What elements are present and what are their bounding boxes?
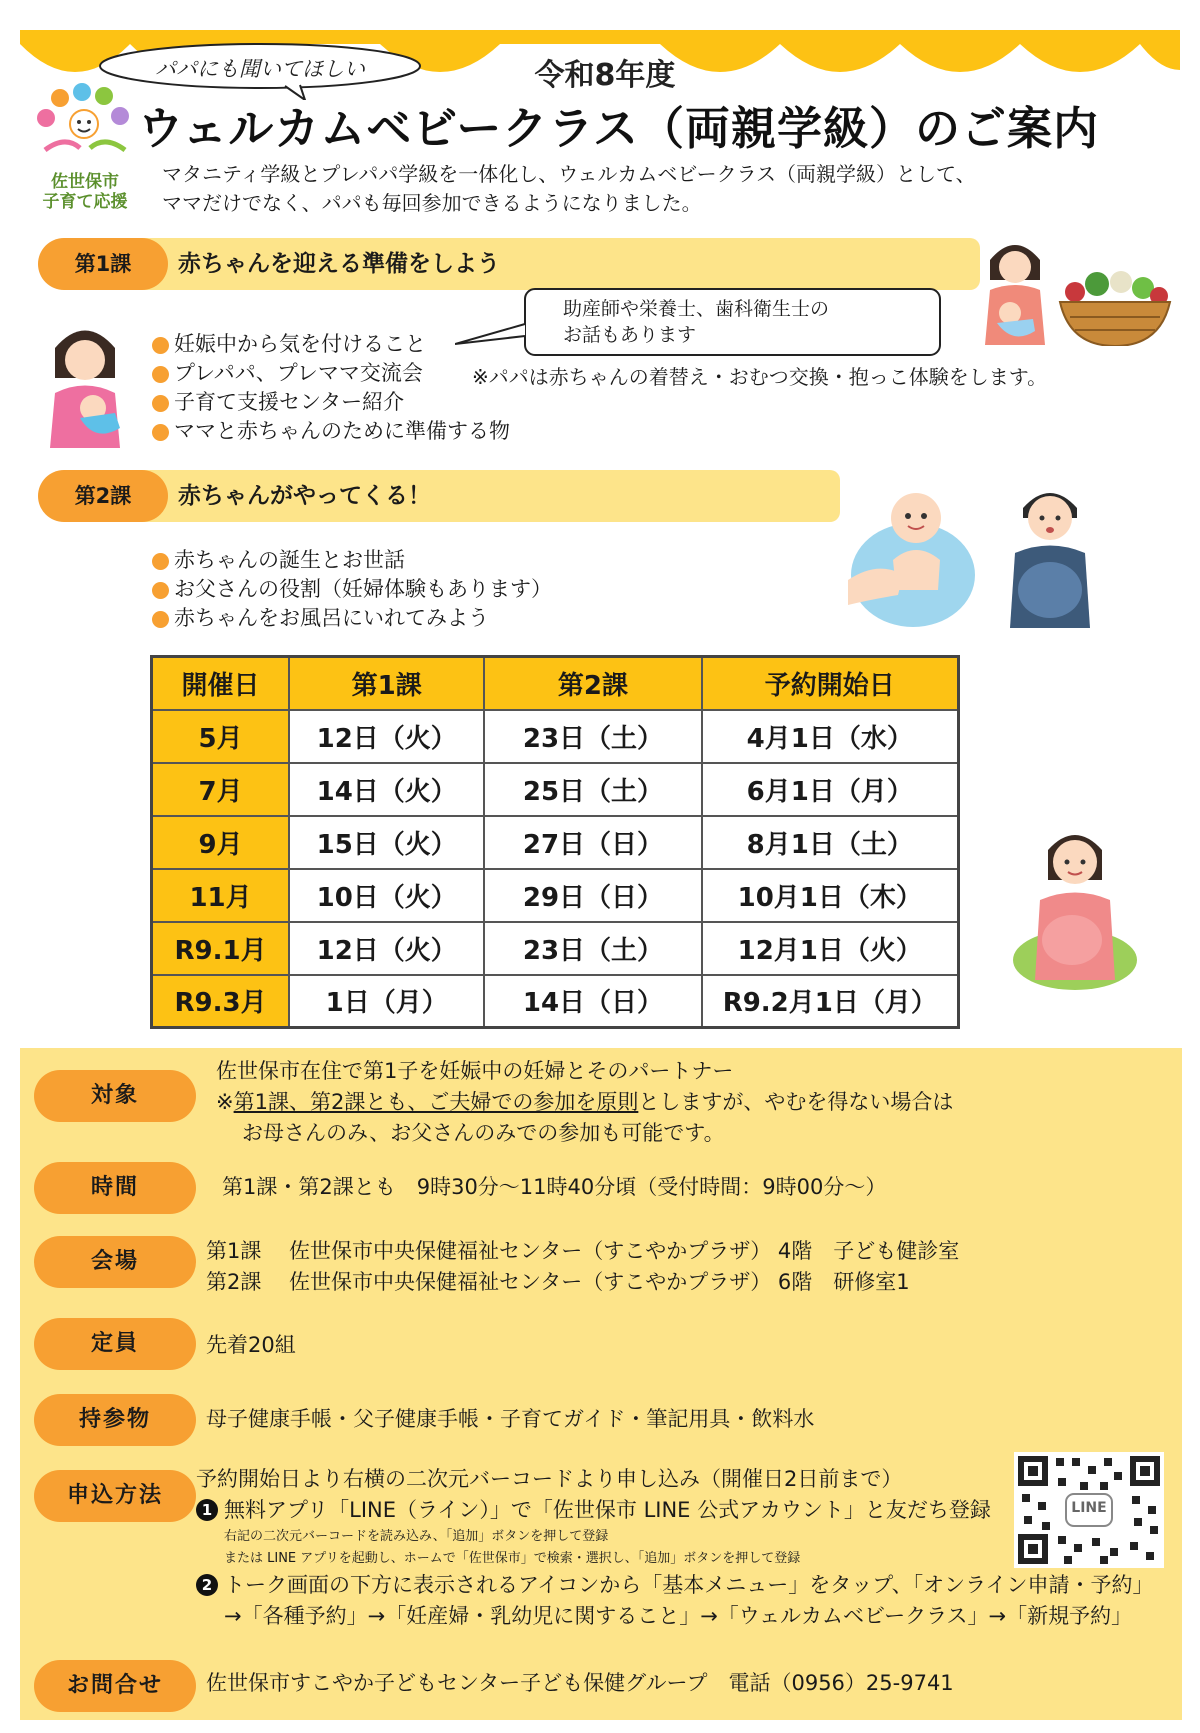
target-line-1: 佐世保市在住で第1子を妊娠中の妊婦とそのパートナー [216, 1059, 734, 1083]
speech-bubble-text: パパにも聞いてほしい [155, 57, 365, 81]
table-header-row [152, 657, 959, 710]
step-2-text: トーク画面の下方に表示されるアイコンから「基本メニュー」をタップ、「オンライン申請・予約」 [224, 1573, 1154, 1597]
column-header: 予約開始日 [702, 657, 959, 710]
table-row [152, 816, 959, 869]
lesson2-label: 第2課 [38, 470, 168, 522]
table-row [152, 710, 959, 763]
lesson1-date-cell: 12日（火） [289, 922, 484, 975]
table-row [152, 869, 959, 922]
intro-line-1: マタニティ学級とプレパパ学級を一体化し、ウェルカムベビークラス（両親学級）として、 [162, 162, 976, 186]
logo-line-2: 子育て応援 [42, 192, 128, 212]
vegetable-basket-illustration [1055, 262, 1175, 346]
lesson2-date-cell: 23日（土） [484, 710, 701, 763]
city-childcare-logo [30, 80, 140, 220]
column-header: 開催日 [152, 657, 290, 710]
fiscal-year: 令和8年度 [534, 58, 676, 93]
lesson2-date-cell: 14日（日） [484, 975, 701, 1028]
reservation-start-cell: 6月1日（月） [702, 763, 959, 816]
column-header: 第2課 [484, 657, 701, 710]
time-label: 時間 [34, 1162, 196, 1214]
lesson1-date-cell: 14日（火） [289, 763, 484, 816]
callout-text [563, 296, 933, 348]
intro-line-2: ママだけでなく、パパも毎回参加できるようになりました。 [162, 191, 702, 215]
month-cell: 7月 [152, 763, 290, 816]
month-cell: 5月 [152, 710, 290, 763]
time-text: 第1課・第2課とも 9時30分～11時40分頃（受付時間：9時00分～） [222, 1175, 887, 1199]
target-text [216, 1056, 953, 1149]
contact-text: 佐世保市すこやか子どもセンター子ども保健グループ 電話（0956）25-9741 [206, 1671, 954, 1695]
month-cell: R9.1月 [152, 922, 290, 975]
list-item: プレパパ、プレママ交流会 [152, 359, 510, 388]
list-item: 赤ちゃんをお風呂にいれてみよう [152, 604, 552, 633]
reservation-start-cell: 4月1日（水） [702, 710, 959, 763]
reservation-start-cell: 10月1日（木） [702, 869, 959, 922]
table-row [152, 975, 959, 1028]
page-title: ウェルカムベビークラス（両親学級）のご案内 [138, 102, 1100, 155]
list-item: お父さんの役割（妊婦体験もあります） [152, 575, 552, 604]
qr-line-label: LINE [1071, 1500, 1107, 1516]
apply-sub-1: 右記の二次元バーコードを読み込み、「追加」ボタンを押して登録 [224, 1529, 609, 1544]
reservation-start-cell: 8月1日（土） [702, 816, 959, 869]
lesson1-date-cell: 1日（月） [289, 975, 484, 1028]
month-cell: 9月 [152, 816, 290, 869]
logo-caption [30, 172, 140, 212]
venue-text [206, 1236, 959, 1298]
list-item: 赤ちゃんの誕生とお世話 [152, 546, 552, 575]
capacity-label: 定員 [34, 1318, 196, 1370]
apply-sub-2: または LINE アプリを起動し、ホームで「佐世保市」で検索・選択し、「追加」ボタンを押して登録 [224, 1551, 801, 1566]
staff-callout [525, 288, 940, 356]
items-label: 持参物 [34, 1394, 196, 1446]
father-pregnancy-experience-illustration [1005, 478, 1095, 628]
lesson2-date-cell: 25日（土） [484, 763, 701, 816]
callout-line-2: お話もあります [563, 324, 697, 346]
event-details-panel [20, 1048, 1182, 1720]
lesson2-date-cell: 29日（日） [484, 869, 701, 922]
intro-text [162, 160, 1162, 218]
month-cell: 11月 [152, 869, 290, 922]
column-header: 第1課 [289, 657, 484, 710]
lesson1-title: 赤ちゃんを迎える準備をしよう [178, 251, 500, 277]
lesson1-date-cell: 12日（火） [289, 710, 484, 763]
list-item: 子育て支援センター紹介 [152, 388, 510, 417]
target-label: 対象 [34, 1070, 196, 1122]
mother-feeding-baby-illustration [35, 318, 135, 448]
speech-bubble [95, 40, 425, 92]
target-line-2 [216, 1087, 953, 1118]
apply-step-2-continued: →「各種予約」→「妊産婦・乳幼児に関すること」→「ウェルカムベビークラス」→「新規予約」 [224, 1604, 1133, 1628]
venue-line-2: 第2課 佐世保市中央保健福祉センター（すこやかプラザ） 6階 研修室1 [206, 1270, 910, 1294]
pregnant-woman-sitting-illustration [1010, 820, 1140, 990]
venue-line-1: 第1課 佐世保市中央保健福祉センター（すこやかプラザ） 4階 子ども健診室 [206, 1239, 960, 1263]
schedule-table [150, 655, 960, 1029]
apply-text [196, 1464, 1153, 1632]
lesson2-date-cell: 27日（日） [484, 816, 701, 869]
list-item: ママと赤ちゃんのために準備する物 [152, 417, 510, 446]
lesson1-label: 第1課 [38, 238, 168, 290]
lesson1-date-cell: 15日（火） [289, 816, 484, 869]
list-item: 妊娠中から気を付けること [152, 330, 510, 359]
step-1-text: 無料アプリ「LINE（ライン）」で「佐世保市 LINE 公式アカウント」と友だち登録 [224, 1498, 991, 1522]
venue-label: 会場 [34, 1236, 196, 1288]
logo-line-1: 佐世保市 [51, 172, 119, 192]
apply-step-1 [196, 1495, 1153, 1526]
lesson2-title: 赤ちゃんがやってくる！ [178, 483, 431, 509]
target-note-rest: としますが、やむを得ない場合は [638, 1090, 954, 1114]
baby-bath-illustration [848, 480, 978, 630]
lesson2-topic-list [152, 546, 552, 633]
items-text: 母子健康手帳・父子健康手帳・子育てガイド・筆記用具・飲料水 [206, 1407, 815, 1431]
reservation-start-cell: 12月1日（火） [702, 922, 959, 975]
capacity-text: 先着20組 [206, 1333, 296, 1357]
contact-label: お問合せ [34, 1660, 196, 1712]
step-2-number: 2 [196, 1574, 218, 1596]
lesson1-topic-list [152, 330, 510, 446]
apply-step-2 [196, 1570, 1153, 1601]
step-1-number: 1 [196, 1499, 218, 1521]
callout-line-1: 助産師や栄養士、歯科衛生士の [563, 298, 830, 320]
line-qr-code[interactable] [1014, 1452, 1164, 1568]
target-note-emphasis: 第1課、第2課とも、ご夫婦での参加を原則 [233, 1090, 639, 1114]
apply-line-1: 予約開始日より右横の二次元バーコードより申し込み（開催日2日前まで） [196, 1467, 903, 1491]
month-cell: R9.3月 [152, 975, 290, 1028]
dad-experience-note: ※パパは赤ちゃんの着替え・おむつ交換・抱っこ体験をします。 [472, 365, 1048, 389]
reservation-start-cell: R9.2月1日（月） [702, 975, 959, 1028]
table-row [152, 763, 959, 816]
mother-with-baby-illustration [975, 235, 1055, 345]
target-note-mark: ※ [216, 1090, 234, 1114]
target-line-3: お母さんのみ、お父さんのみでの参加も可能です。 [242, 1121, 725, 1145]
lesson2-date-cell: 23日（土） [484, 922, 701, 975]
apply-label: 申込方法 [34, 1470, 196, 1522]
lesson1-date-cell: 10日（火） [289, 869, 484, 922]
table-row [152, 922, 959, 975]
